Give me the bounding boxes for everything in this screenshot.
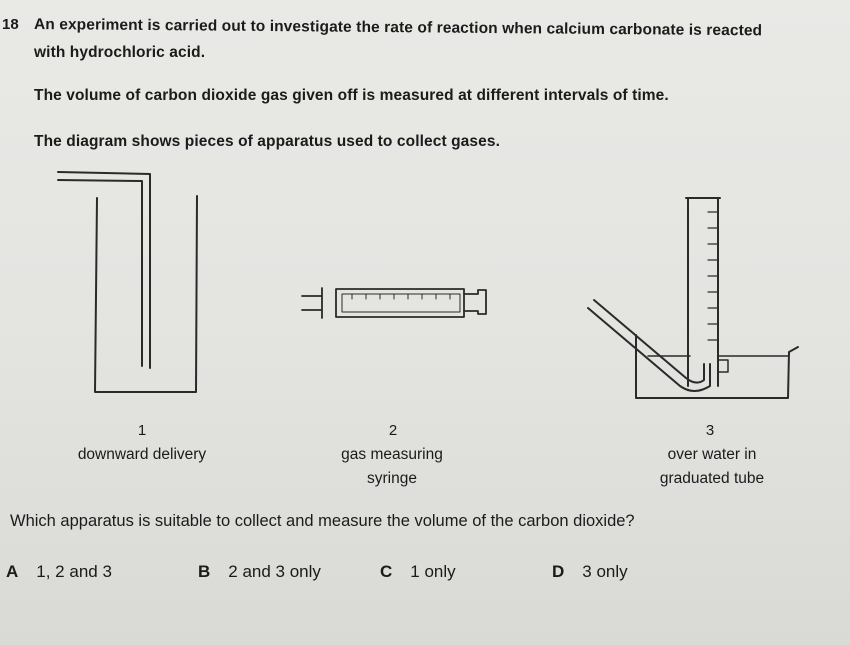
option-c-text: 1 only <box>410 562 456 581</box>
option-a[interactable] <box>6 562 112 582</box>
gas-jar <box>95 196 197 392</box>
syringe-barrel-inner <box>342 294 460 312</box>
question-prompt: Which apparatus is suitable to collect and measure the volume of the carbon dioxide? <box>10 512 635 530</box>
option-d-text: 3 only <box>582 562 628 581</box>
apparatus-1-label: downward delivery <box>77 446 207 463</box>
apparatus-2-number: 2 <box>388 422 398 439</box>
option-a-text: 1, 2 and 3 <box>36 562 112 581</box>
question-text-line-2: with hydrochloric acid. <box>34 44 206 61</box>
delivery-tube <box>58 172 150 368</box>
apparatus-3-label-line-1: over water in <box>667 446 757 463</box>
apparatus-1-number: 1 <box>137 422 147 439</box>
apparatus-3-label-line-2: graduated tube <box>659 470 765 487</box>
question-text-line-3: The volume of carbon dioxide gas given off is measured at different intervals of time. <box>34 87 669 104</box>
syringe-scale <box>352 294 450 299</box>
tube-stand <box>718 360 728 372</box>
option-c-letter: C <box>380 562 393 581</box>
apparatus-2-label-line-1: gas measuring <box>341 446 443 463</box>
gas-syringe-apparatus <box>302 288 486 318</box>
option-c[interactable] <box>380 562 456 582</box>
syringe-barrel <box>336 289 464 317</box>
graduated-tube-apparatus <box>588 198 798 398</box>
option-b-letter: B <box>198 562 211 581</box>
tube-graduations <box>708 212 718 340</box>
option-b-text: 2 and 3 only <box>228 562 321 581</box>
downward-delivery-apparatus <box>58 172 197 392</box>
delivery-tube-inner <box>58 180 142 366</box>
question-text-line-1: An experiment is carried out to investigate the rate of reaction when calcium carbonate is reacted <box>33 16 763 40</box>
apparatus-2-label-line-2: syringe <box>367 470 417 487</box>
option-d[interactable] <box>552 562 628 582</box>
syringe-nozzle <box>302 288 322 318</box>
apparatus-3-number: 3 <box>705 422 715 439</box>
option-b[interactable] <box>198 562 321 582</box>
option-a-letter: A <box>6 562 19 581</box>
question-text-line-4: The diagram shows pieces of apparatus used to collect gases. <box>34 133 500 150</box>
syringe-plunger <box>464 290 486 314</box>
option-d-letter: D <box>552 562 565 581</box>
question-number: 18 <box>2 16 19 33</box>
delivery-tube-3-inner <box>588 308 710 391</box>
